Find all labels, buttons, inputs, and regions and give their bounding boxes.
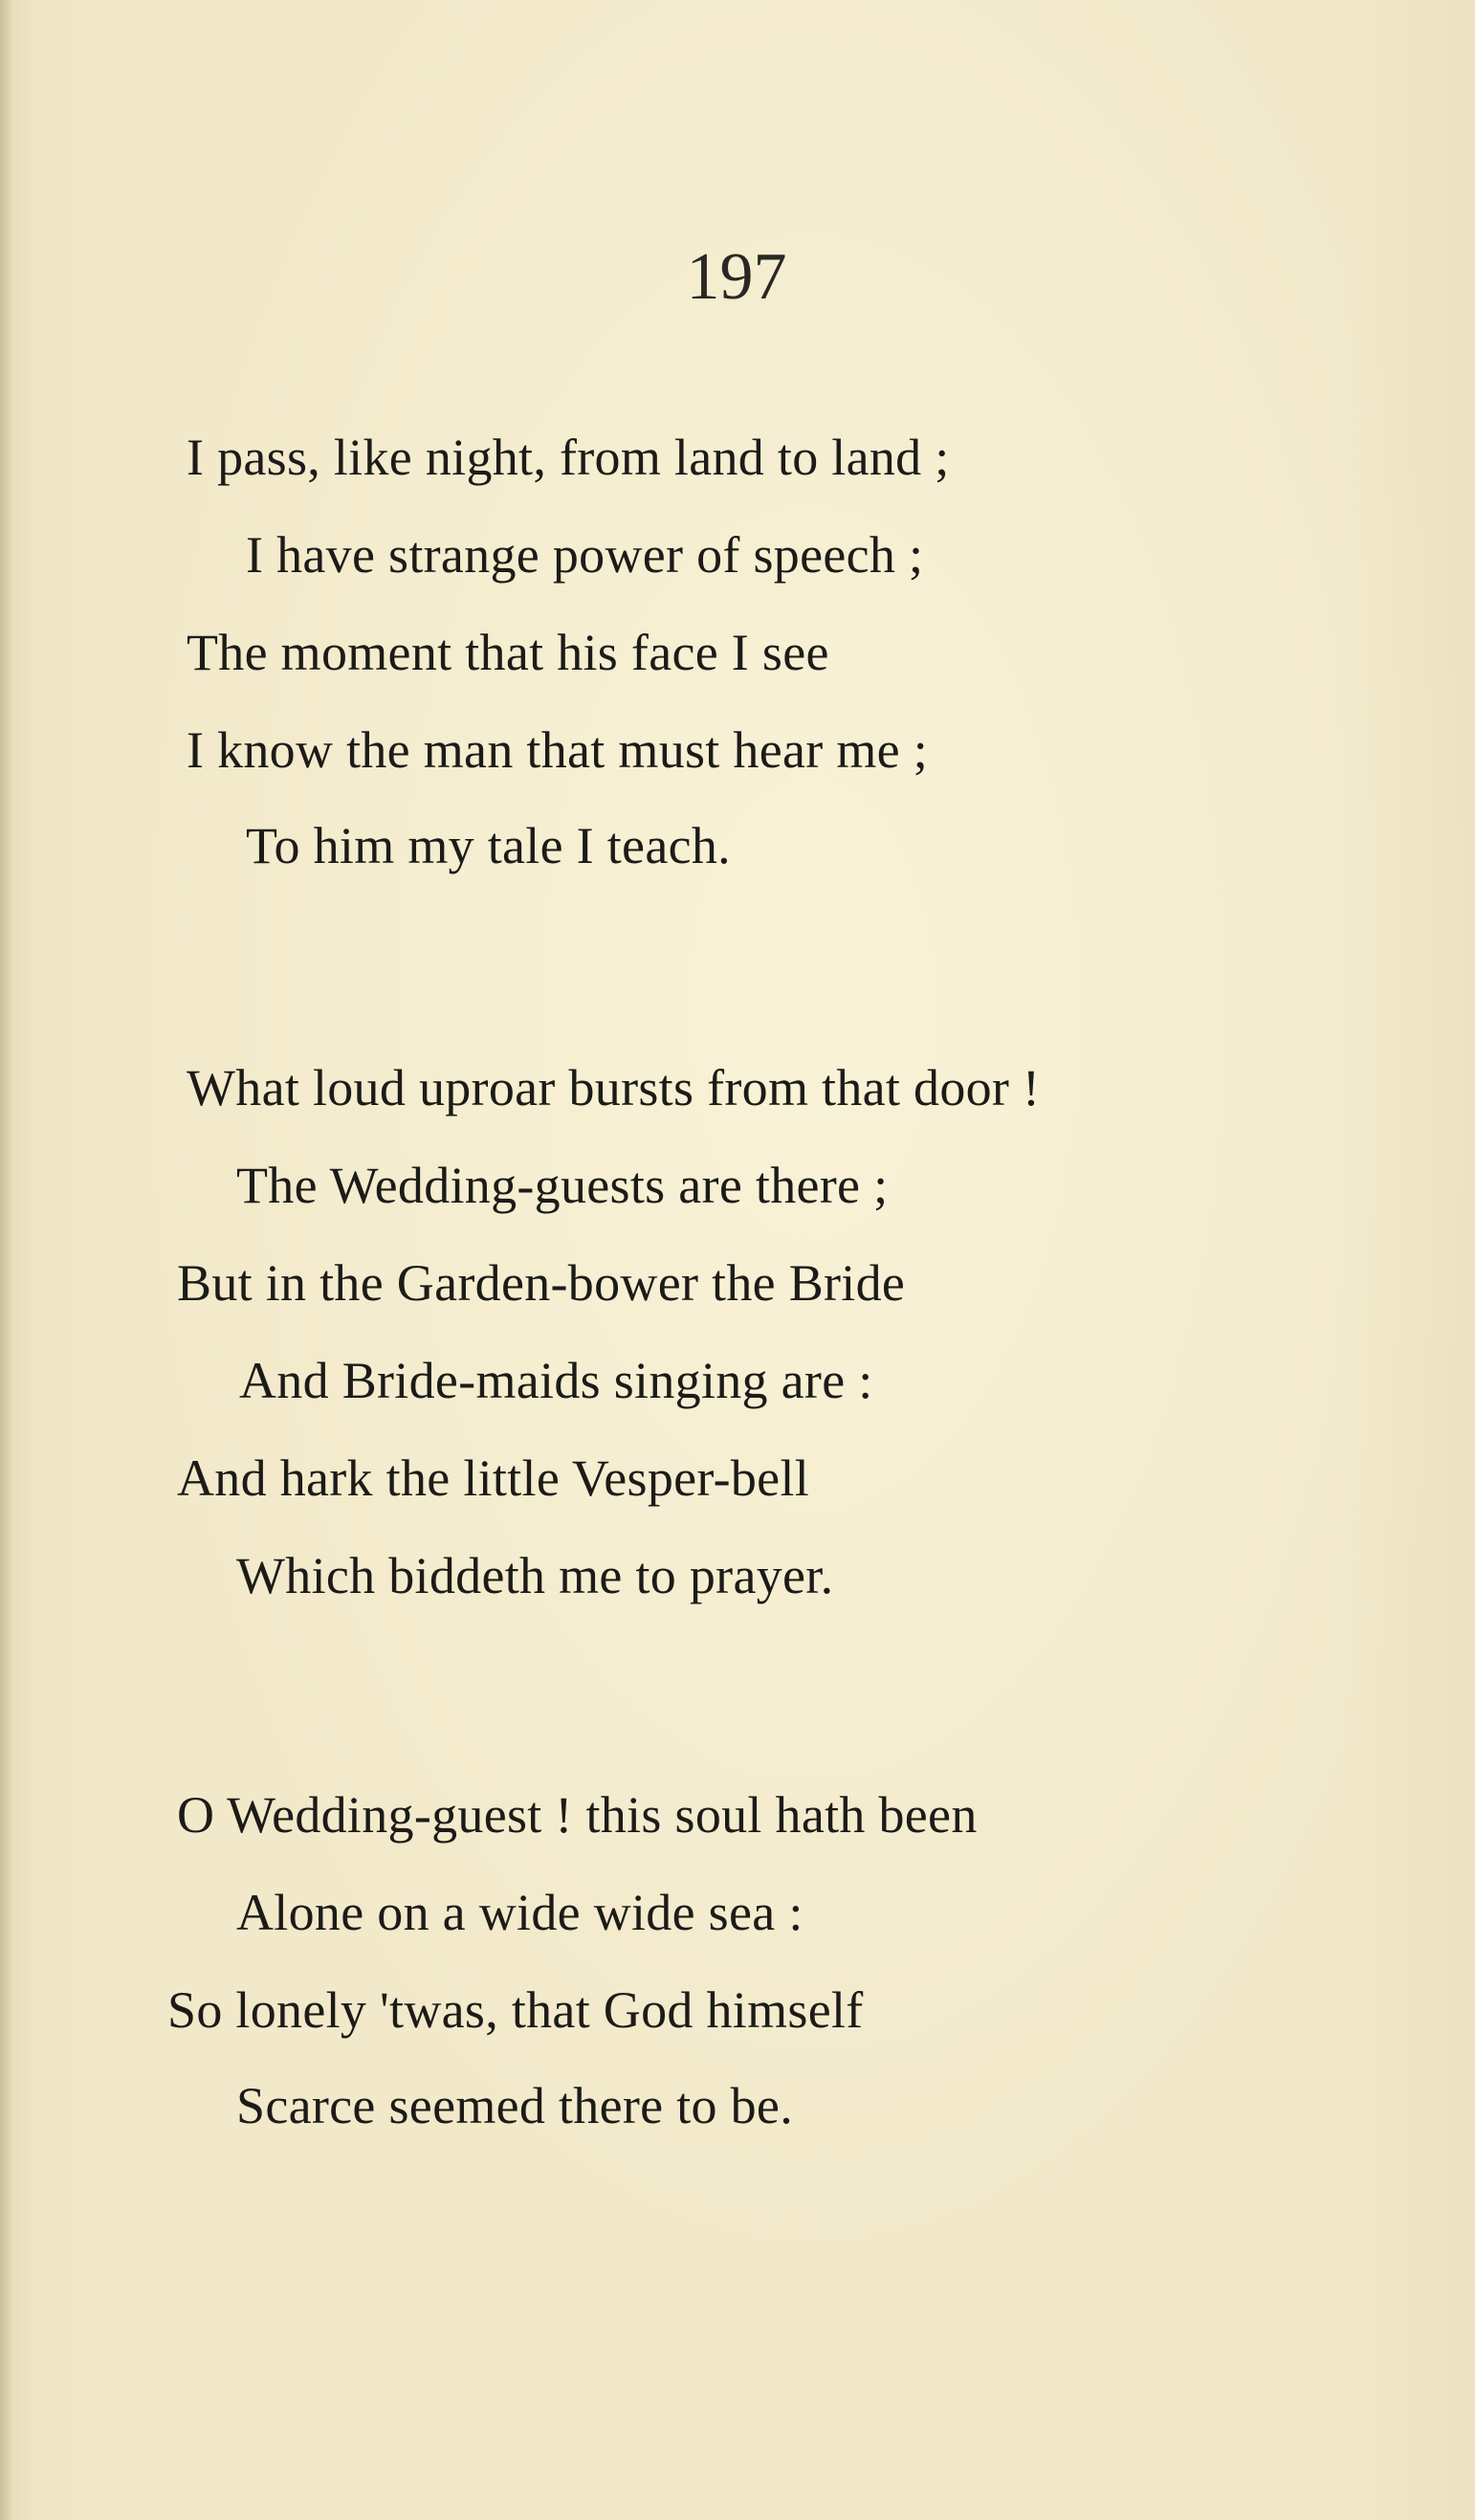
poem-line: To him my tale I teach.	[246, 817, 731, 874]
poem-line: And hark the little Vesper-bell	[177, 1449, 810, 1507]
poem-line: But in the Garden-bower the Bride	[177, 1254, 906, 1312]
poem-line: I know the man that must hear me ;	[187, 721, 929, 779]
poem-line: Alone on a wide wide sea :	[236, 1884, 804, 1941]
poem-line: So lonely 'twas, that God himself	[167, 1981, 864, 2039]
poem-line: I have strange power of speech ;	[246, 526, 924, 584]
poem-line: The moment that his face I see	[187, 624, 829, 681]
poem-line: And Bride-maids singing are :	[239, 1352, 873, 1409]
poem-line: The Wedding-guests are there ;	[236, 1157, 889, 1214]
poem-line: What loud uproar bursts from that door !	[187, 1059, 1041, 1116]
poem-line: Scarce seemed there to be.	[236, 2077, 793, 2134]
poem-line: I pass, like night, from land to land ;	[187, 429, 950, 486]
page-edge-shadow	[0, 0, 13, 2520]
poem-line: O Wedding-guest ! this soul hath been	[177, 1786, 978, 1844]
poem-line: Which biddeth me to prayer.	[236, 1547, 834, 1604]
page-number: 197	[686, 240, 787, 314]
